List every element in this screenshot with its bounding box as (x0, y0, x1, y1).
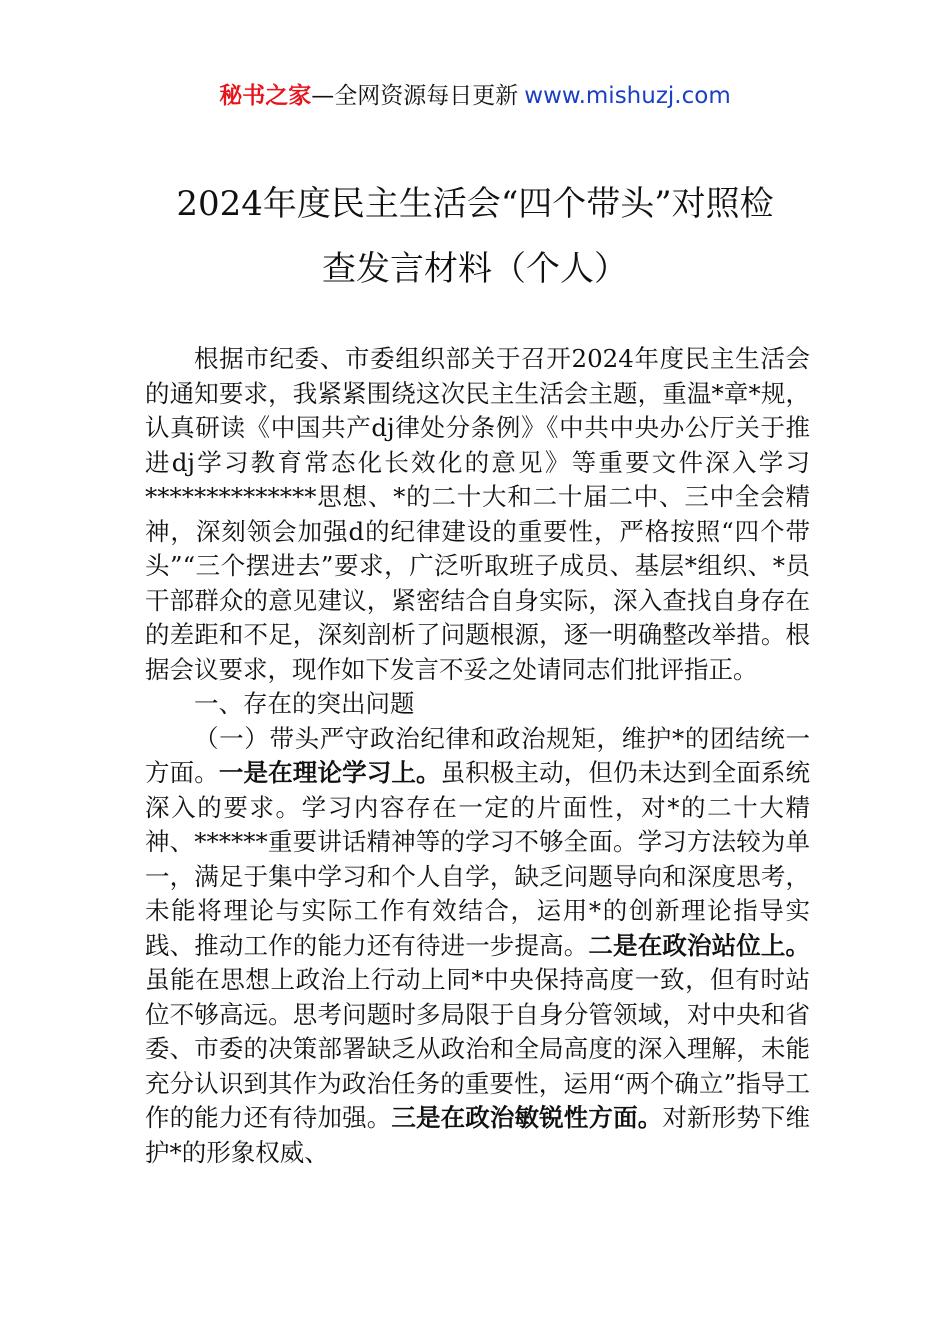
point-2-label: 二是在政治站位上。 (588, 930, 810, 960)
site-tagline: —全网资源每日更新 (311, 83, 519, 109)
document-title-line-1: 2024年度民主生活会“四个带头”对照检 (176, 184, 774, 224)
document-title-line-2: 查发言材料（个人） (322, 249, 628, 289)
site-url[interactable]: www.mishuzj.com (524, 83, 731, 109)
site-header (0, 78, 950, 114)
point-2-text: 虽能在思想上政治上行动上同*中央保持高度一致，但有时站位不够高远。思考问题时多局限于自身分管领域，对中央和省委、市委的决策部署缺乏从政治和全局高度的深入理解，未能充分认识到其作为政治任务的重要性，运用“两个确立”指导工作的能力还有待加强。 (145, 965, 810, 1132)
point-1-label: 一是在理论学习上。 (218, 758, 441, 787)
point-1-text: 虽积极主动，但仍未达到全面系统深入的要求。学习内容存在一定的片面性，对*的二十大精神、******重要讲话精神等的学习不够全面。学习方法较为单一，满足于集中学习和个人自学，缺乏问题导向和深度思考，未能将理论与实际工作有效结合，运用*的创新理论指导实践、推动工作的能力还有待进一步提高。 (145, 758, 811, 960)
intro-paragraph: 根据市纪委、市委组织部关于召开2024年度民主生活会的通知要求，我紧紧围绕这次民主生活会主题，重温*章*规，认真研读《中国共产dj律处分条例》《中共中央办公厅关于推进dj学习教育常态化长效化的意见》等重要文件深入学习**************思想、*的二十大和二十届二中、三中全会精神，深刻领会加强d的纪律建设的重要性，严格按照“四个带头”“三个摆进去”要求，广泛听取班子成员、基层*组织、*员干部群众的意见建议，紧密结合自身实际，深入查找自身存在的差距和不足，深刻剖析了问题根源，逐一明确整改举措。根据会议要求，现作如下发言不妥之处请同志们批评指正。 (145, 344, 810, 684)
section-paragraph (145, 722, 810, 1171)
section-heading: 一、存在的突出问题 (194, 689, 415, 718)
site-brand: 秘书之家 (219, 83, 312, 109)
document-body (145, 342, 810, 1170)
point-3-label: 三是在政治敏锐性方面。 (391, 1103, 663, 1132)
subsection-lead: （一）带头严守政治纪律和政治规矩，维护*的团结统一方面。 (145, 723, 810, 787)
point-3-text: 对新形势下维护*的形象权威、 (145, 1103, 811, 1167)
